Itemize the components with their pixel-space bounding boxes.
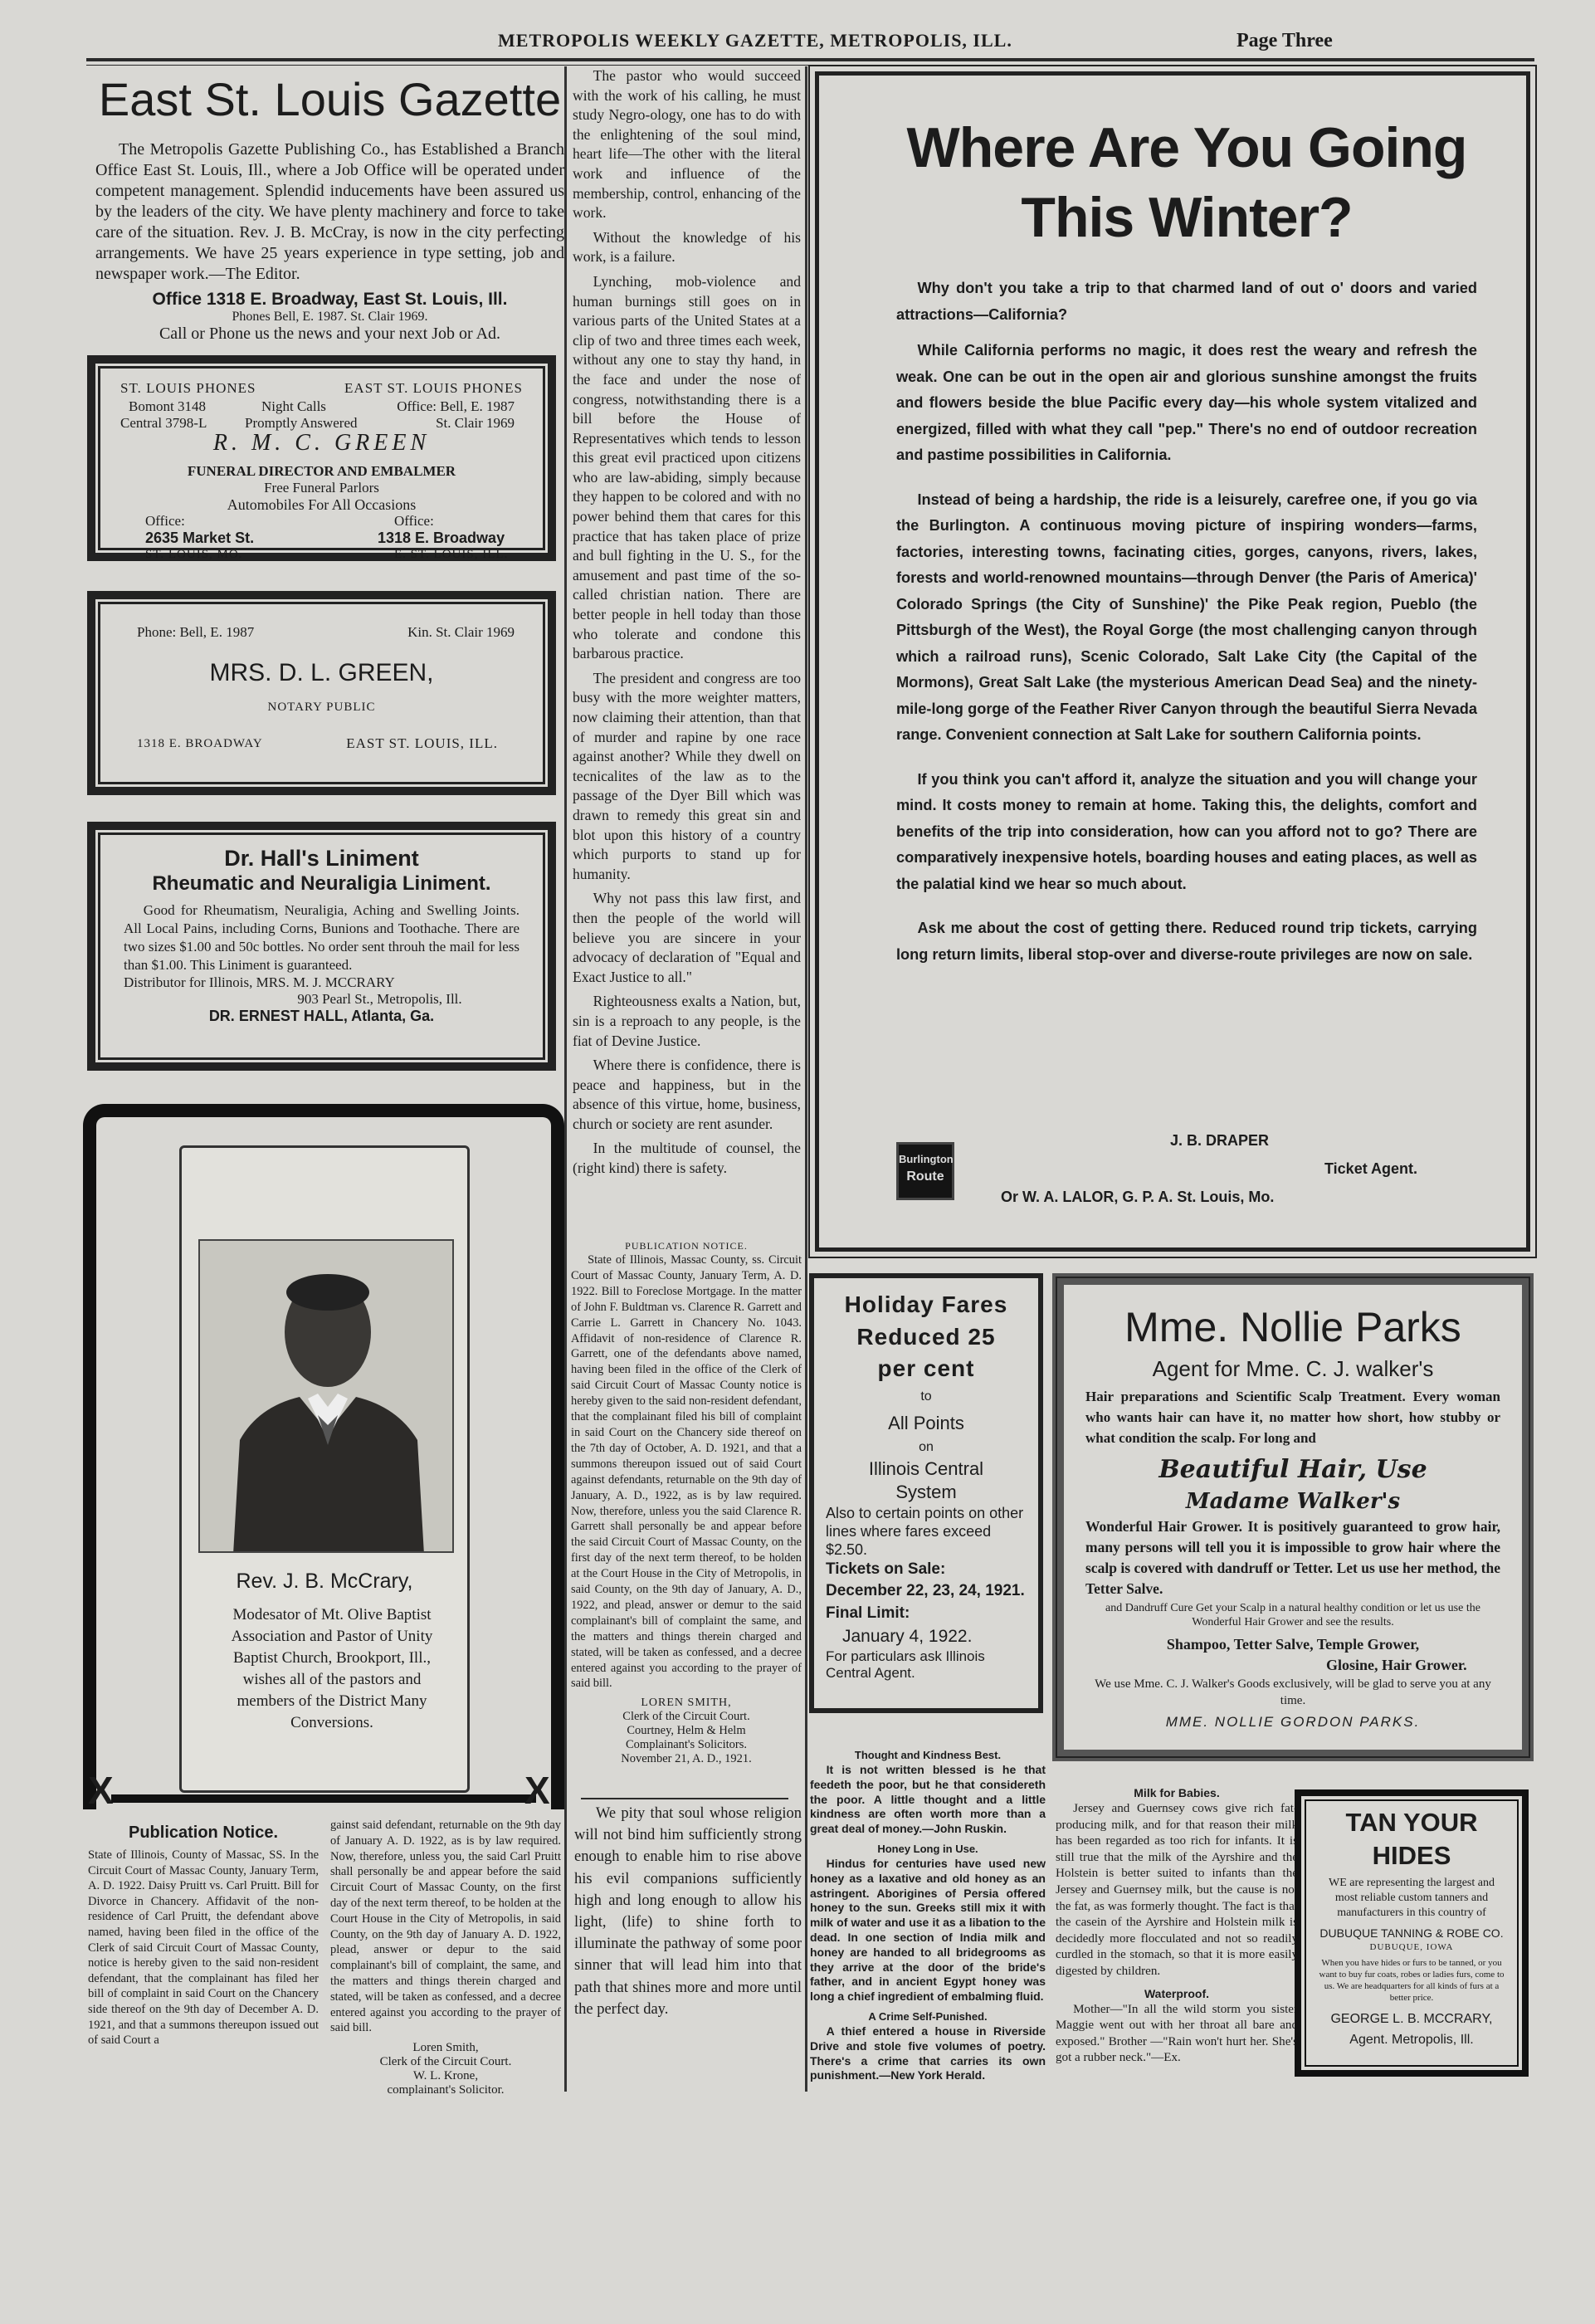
notary-ad [87, 591, 556, 795]
winter-agent: J. B. DRAPER [1170, 1132, 1270, 1149]
short-items [810, 1748, 1046, 2080]
pub2-body: State of Illinois, Massac County, ss. Circuit Court of Massac County, January Term, A. D. 1922. Bill to Foreclose Mortgage. In the matter of John F. Buldtman vs. Clarence R. Garrett and Carrie L. Garrett in Chancery No. 1043. Affidavit of non-residence of Clarence R. Garrett, one of the defendants above named, having been filed in the office of the Clerk of said Circuit Court of Massac County notice is hereby given to the said non-resident defendant, that the complainant filed his bill of complaint in said Court on the Chancery side thereof on the 7th day of October, A. D. 1921, and that a summons thereupon issued out of said Court against defendants, returnable on the 9th day of January, A. D., 1922, as is by law required. Now, therefore, unless you the said Clarence R. Garrett shall personally be and appear before the said Circuit Court of Massac County, on the first day of the next term thereof, to be holden at the Court House in the City of Metropolis, in said County, on the 9th day of January, A. D., 1922, and plead, answer or demur to the said complainant's bill of complaint the same, and the matters and things therein charged and stated, will be taken as confessed, and a decree entered against you according to the prayer of said bill. [571, 1253, 802, 1691]
liniment-addr: 903 Pearl St., Metropolis, Ill. [297, 991, 462, 1007]
holiday-l8: System [895, 1482, 957, 1502]
pub2-sig4: Complainant's Solicitors. [626, 1738, 747, 1752]
hides-agent: Agent. Metropolis, Ill. [1349, 2033, 1474, 2047]
holiday-fares-ad [809, 1273, 1043, 1713]
winter-or: Or W. A. LALOR, G. P. A. St. Louis, Mo. [1001, 1189, 1275, 1205]
holiday-l3: per cent [877, 1355, 975, 1381]
notary-role: NOTARY PUBLIC [267, 701, 376, 714]
parks-p4: We use Mme. C. J. Walker's Goods exclusively, will be glad to serve you at any time. [1095, 1677, 1491, 1707]
pub2-sig2: Clerk of the Circuit Court. [622, 1710, 750, 1724]
thought-body: It is not written blessed is he that feedeth the poor, but he that considereth the poor. A little thought and a little kindness are often worth more than a great deal of money.—John Ruskin. [810, 1763, 1046, 1836]
column-divider [805, 66, 807, 2092]
esl-title: East St. Louis Gazette [98, 73, 562, 125]
stclair: St. Clair 1969 [436, 415, 515, 431]
hides-p2: When you have hides or furs to be tanned, or you want to buy fur coats, robes or ladies furs, come to us. We are headquarters for all kinds of furs at a better price. [1319, 1958, 1505, 2003]
mccrary-name: Rev. J. B. McCrary, [236, 1570, 413, 1593]
masthead-rule [86, 58, 1534, 61]
pub1-sig4: complainant's Solicitor. [387, 2083, 505, 2097]
memorial-x-right: X [524, 1769, 550, 1812]
memorial-x-left: X [88, 1769, 114, 1812]
office-bell: Office: Bell, E. 1987 [397, 398, 515, 414]
esl-phones: Phones Bell, E. 1987. St. Clair 1969. [232, 310, 428, 324]
pub1-col1: State of Illinois, County of Massac, SS. In the Circuit Court of Massac County, January Term, A. D. 1922. Daisy Pruitt vs. Carl Pruitt. Bill for Divorce in Chancery. Affidavit of the non-residence of Carl Pruitt, the defendant above named, having been filed in the office of the Clerk of said Circuit Court of Massac County, notice is hereby given to the said non-resident defendant, that the complainant has filed her bill of complaint in said Court on the Chancery side thereof on the 9th day of December A. D. 1921, and that a summons thereupon issued out of said Court a [88, 1848, 319, 2048]
liniment-subtitle: Rheumatic and Neuraligia Liniment. [152, 872, 491, 895]
green-funeral-ad [87, 355, 556, 561]
pub2-title: PUBLICATION NOTICE. [625, 1240, 748, 1252]
liniment-maker: DR. ERNEST HALL, Atlanta, Ga. [208, 1008, 435, 1024]
green-name: R. M. C. GREEN [212, 430, 431, 456]
holiday-l5: All Points [888, 1413, 964, 1433]
notary-phone-left: Phone: Bell, E. 1987 [137, 624, 255, 640]
pub1-sig1: Loren Smith, [412, 2041, 479, 2055]
stl-phones: ST. LOUIS PHONES [120, 380, 256, 396]
parks-madame: Madame Walker's [1185, 1489, 1401, 1514]
logo-line1: Burlington [899, 1153, 954, 1165]
column-divider [564, 66, 567, 2092]
crime-title: A Crime Self-Punished. [868, 2009, 988, 2023]
green-free: Free Funeral Parlors [264, 480, 379, 496]
notary-name: MRS. D. L. GREEN, [209, 659, 434, 686]
liniment-ad [87, 822, 556, 1071]
office-right: Office: [394, 513, 434, 529]
holiday-l10: Tickets on Sale: [826, 1560, 946, 1578]
mccrary-memorial [83, 1104, 564, 1809]
holiday-l12: Final Limit: [826, 1604, 910, 1622]
publication-notice-foreclosure [571, 1240, 802, 1813]
holiday-l2: Reduced 25 [856, 1324, 996, 1350]
editorial-p7: Where there is confidence, there is peace and happiness, but in the absence of this virtue, home, business, church or society are rent asunder. [573, 1057, 801, 1132]
central: Central 3798-L [120, 415, 207, 431]
liniment-body: Good for Rheumatism, Neuraligia, Aching and Swelling Joints. All Local Pains, including Corns, Bunions and Toothache. There are two sizes $1.00 and 50c bottles. No order sent throuh the mail for less than $1.00. This Liniment is guaranteed. [124, 902, 519, 973]
hides-title: TAN YOUR HIDES [1345, 1808, 1478, 1870]
winter-title2: This Winter? [1021, 186, 1353, 249]
logo-line2: Route [906, 1169, 944, 1184]
parks-sig: MME. NOLLIE GORDON PARKS. [1165, 1714, 1421, 1730]
pub2-sig3: Courtney, Helm & Helm [627, 1724, 746, 1738]
milk-items [1056, 1784, 1298, 2083]
honey-body: Hindus for centuries have used new honey as a laxative and old honey as an astringent. Aborigines of Persia offered honey to the sun. Greeks still mix it with milk of water and use it as a libation to the dead. In one section of India milk and honey are handed to all bridegrooms as they arrive at the door of the bride's father, and in ancient Egypt honey was long a chief ingredient of embalming fluid. [810, 1856, 1046, 2004]
office-left: Office: [145, 513, 185, 529]
nollie-parks-ad [1052, 1273, 1534, 1761]
winter-ticket: Ticket Agent. [1324, 1160, 1418, 1177]
liniment-distributor: Distributor for Illinois, MRS. M. J. MCCRARY [124, 974, 395, 990]
pub1-sig2: Clerk of the Circuit Court. [379, 2055, 512, 2069]
publication-notice-divorce [88, 1818, 561, 2097]
night-calls: Night Calls [261, 398, 326, 414]
esl-office: Office 1318 E. Broadway, East St. Louis, Ill. [152, 290, 508, 309]
masthead-title: METROPOLIS WEEKLY GAZETTE, METROPOLIS, ILL. [498, 30, 1012, 51]
addr-right: 1318 E. Broadway [378, 530, 505, 546]
holiday-l6: on [919, 1440, 934, 1454]
editorial-p6: Righteousness exalts a Nation, but, sin is a reproach to any people, is the fiat of Devine Justice. [573, 993, 801, 1049]
notary-phone-right: Kin. St. Clair 1969 [407, 624, 515, 640]
pub2-sig1: LOREN SMITH, [641, 1697, 732, 1710]
notary-addr-left: 1318 E. BROADWAY [137, 737, 263, 750]
waterproof-body: Mother—"In all the wild storm you sister Maggie went out with her throat all bare and exposed." Brother —"Rain won't hurt her. She's got a rubber neck."—Ex. [1056, 2002, 1298, 2065]
pub1-col2: gainst said defendant, returnable on the 9th day of January A. D. 1922, as is by law required. Now, therefore, unless you, the said Carl Pruitt shall personally be and appear before the said Circuit Court of Massac County, on the first day of the next term thereof, to be holden at the Court House in the City of Metropolis, in said County, on the 9th day of January A. D. 1922, plead, answer or depur to the said complainant's bill of complaint, the same, and the matters and things therein charged and stated, will be taken as confessed, and a decree entered against you according to the prayer of said bill. [330, 1819, 561, 2035]
liniment-title: Dr. Hall's Liniment [224, 846, 419, 871]
holiday-l9: Also to certain points on other lines where fares exceed $2.50. [826, 1505, 1024, 1558]
holiday-l13: January 4, 1922. [842, 1627, 973, 1646]
holiday-l4: to [920, 1389, 932, 1404]
soul-paragraph [574, 1803, 802, 2068]
winter-title1: Where Are You Going [906, 116, 1467, 179]
page-number: Page Three [1236, 30, 1333, 51]
holiday-l7: Illinois Central [868, 1458, 984, 1479]
hides-city: DUBUQUE, IOWA [1369, 1942, 1454, 1952]
editorial-p4: The president and congress are too busy with the more weighter matters, now claiming their attention, than that of murder and rapine by one race against another? While they dwell on tecnicalites of the law as to the passage of the Dyer Bill which was drawn to remedy this great sin and blot upon this history of a country which purports to stand up for humanity. [573, 669, 801, 882]
green-autos: Automobiles For All Occasions [227, 496, 417, 513]
holiday-l1: Holiday Fares [844, 1291, 1008, 1317]
city-right: E. ST. LOUIS, ILL. [394, 548, 509, 561]
soul-body: We pity that soul whose religion will not bind him sufficiently strong enough to enable him to rise above his evil companions sufficiently high and long enough to allow his light, (life) to shine forth to illuminate the pathway of some poor sinner that will lead him into that path that shines more and more until the perfect day. [574, 1805, 802, 2018]
winter-ad-inner [896, 113, 1477, 1217]
mccrary-caption: Modesator of Mt. Olive Baptist Association and Pastor of Unity Baptist Church, Brookport, Ill., wishes all of the pastors and members of the District Many Conversions. [231, 1606, 433, 1731]
memorial-inner [179, 1145, 470, 1793]
parks-beautiful: Beautiful Hair, Use [1158, 1455, 1427, 1484]
parks-name: Mme. Nollie Parks [1124, 1304, 1461, 1350]
parks-products1: Shampoo, Tetter Salve, Temple Grower, [1166, 1636, 1420, 1653]
burlington-logo [896, 1142, 954, 1200]
esl-call: Call or Phone us the news and your next Job or Ad. [159, 325, 501, 343]
editorial-column [573, 66, 801, 1237]
notary-addr-right: EAST ST. LOUIS, ILL. [346, 735, 498, 751]
parks-p2: Wonderful Hair Grower. It is positively guaranteed to grow hair, many persons will tell you it is impossible to grow hair where the scalp is covered with dandruff or Tetter. Let us use her method, the Tetter Salve. [1085, 1518, 1500, 1597]
hides-co: DUBUQUE TANNING & ROBE CO. [1319, 1926, 1504, 1940]
winter-p5: Ask me about the cost of getting there. Reduced round trip tickets, carrying long return limits, liberal stop-over and diverse-route privileges are now on sale. [896, 920, 1477, 963]
separator [581, 1798, 788, 1799]
parks-agent: Agent for Mme. C. J. walker's [1152, 1356, 1434, 1381]
holiday-l11: December 22, 23, 24, 1921. [826, 1582, 1025, 1599]
parks-p3: and Dandruff Cure Get your Scalp in a natural healthy condition or let us use the Wonderful Hair Grower and see the results. [1105, 1602, 1480, 1628]
hides-p1: WE are representing the largest and most reliable custom tanners and manufacturers in this country of [1329, 1877, 1495, 1919]
winter-p2: While California performs no magic, it does rest the weary and refresh the weak. One can be out in the open air and glorious sunshine amongst the fruits and flowers beside the blue Pacific every day—his whole system vitalized and energized, filled with what they call "pep." There's no end of outdoor recreation and pastime possibilities in California. [896, 342, 1477, 463]
portrait-image [200, 1241, 454, 1553]
masthead-rule-thin [86, 65, 1534, 66]
crime-body: A thief entered a house in Riverside Drive and stole five volumes of poetry. There's a crime that carries its own punishment.—New York Herald. [810, 2024, 1046, 2082]
editorial-p3: Lynching, mob-violence and human burnings still goes on in various parts of the United States at a clip of two and three times each week, without any one to stay thy hand, in the face and under the nose of congress, notwithstanding there is a bill before the House of Representatives which tends to lesson this great evil practiced upon citizens who are law-abiding, simply because they happen to be colored and with no power behind them that cares for this practice that has taken place of prize and bull fighting in the U. S., for the amusement and past time of the so-called christian nation. There are better people in hell today than those who tolerate and condone this barbarous practice. [573, 272, 801, 662]
milk-title: Milk for Babies. [1134, 1786, 1220, 1799]
pub2-sig5: November 21, A. D., 1921. [621, 1752, 752, 1766]
bomont: Bomont 3148 [129, 398, 207, 414]
east-st-louis-gazette [95, 66, 564, 343]
esl-body: The Metropolis Gazette Publishing Co., has Established a Branch Office East St. Louis, Ill., where a Job Office will be operated under competent management. Splendid inducements have been assured us by the leaders of the city. We have plenty machinery and force to take care of the situation. Rev. J. B. McCray, is now in the city perfecting arrangements. We have 25 years experience in type setting, job and newspaper work.—The Editor. [95, 140, 564, 283]
hides-name: GEORGE L. B. MCCRARY, [1330, 2012, 1493, 2026]
pub1-title: Publication Notice. [128, 1824, 279, 1842]
memorial-bottom-bar [111, 1794, 536, 1803]
editorial-p5: Why not pass this law first, and then the people of the world will believe you are sincere in your advocacy of declaration of "Equal and Exact Justice to all." [573, 890, 801, 985]
parks-p1: Hair preparations and Scientific Scalp Treatment. Every woman who wants hair can have it, no matter how short, how stubby or what condition the scalp. For long and [1085, 1389, 1500, 1446]
winter-p3: Instead of being a hardship, the ride is a leisurely, carefree one, if you go via the Burlington. A continuous moving picture of inspiring wonders—farms, factories, interesting towns, facinating cities, gorges, canyons, rivers, lakes, forests and world-renowned mountains—through Denver (the Paris of America)' Colorado Springs (the City of Sunshine)' the Pike Peak region, Pueblo (the Pittsburgh of the West), the Royal Gorge (the most challenging canyon through which a railroad runs), Scenic Colorado, Salt Lake City (the Capital of the Mormons), Great Salt Lake (the mysterious American Dead Sea) and the ninety-mile-long gorge of the Feather River Canyon through the beautiful Sierra Nevada range. Convenient connection at Salt Lake for southern California points. [896, 491, 1477, 743]
green-role: FUNERAL DIRECTOR AND EMBALMER [187, 463, 456, 479]
tan-hides-ad [1295, 1789, 1529, 2077]
thought-title: Thought and Kindness Best. [854, 1749, 1002, 1761]
winter-p1: Why don't you take a trip to that charmed land of out o' doors and varied attractions—California? [896, 280, 1477, 323]
addr-left: 2635 Market St. [145, 530, 255, 546]
editorial-p2: Without the knowledge of his work, is a failure. [573, 228, 801, 266]
milk-body: Jersey and Guernsey cows give rich fat-producing milk, and for that reason their milk has been regarded as too rich for infants. It is still true that the milk of the Ayrshire and the Holstein is better suited to infants than the Jersey and Guernsey milk, but the cause is not the fat, as was formerly thought. The fact is that the casein of the Ayrshire and Holstein milk is decidedly more flocculated and not so readily curdled in the stomach, so that it is more easily digested by children. [1056, 1802, 1298, 1978]
waterproof-title: Waterproof. [1144, 1986, 1210, 2000]
honey-title: Honey Long in Use. [877, 1842, 978, 1855]
parks-products2: Glosine, Hair Grower. [1326, 1657, 1467, 1673]
winter-p4: If you think you can't afford it, analyze the situation and you will change your mind. It costs money to remain at home. Taking this, the delights, comfort and benefits of the trip into consideration, how can you afford not to go? There are comparatively inexpensive hotels, boarding houses and eating places, as well as the palatial kind we hear so much about. [896, 770, 1477, 892]
editorial-p1: The pastor who would succeed with the work of his calling, he must study Negro-ology, one has to do with the enlightening of the soul mind, heart life—The other with the literal work and influence of the membership, control, enhancing of the work. [573, 67, 801, 222]
pub1-sig3: W. L. Krone, [412, 2069, 479, 2083]
city-left: ST. LOUIS, MO. [145, 548, 243, 561]
editorial-p8: In the multitude of counsel, the (right kind) there is safety. [573, 1140, 801, 1177]
estl-phones: EAST ST. LOUIS PHONES [344, 380, 523, 396]
holiday-l14: For particulars ask Illinois Central Agent. [826, 1648, 985, 1681]
portrait [198, 1239, 454, 1553]
promptly: Promptly Answered [245, 415, 358, 431]
